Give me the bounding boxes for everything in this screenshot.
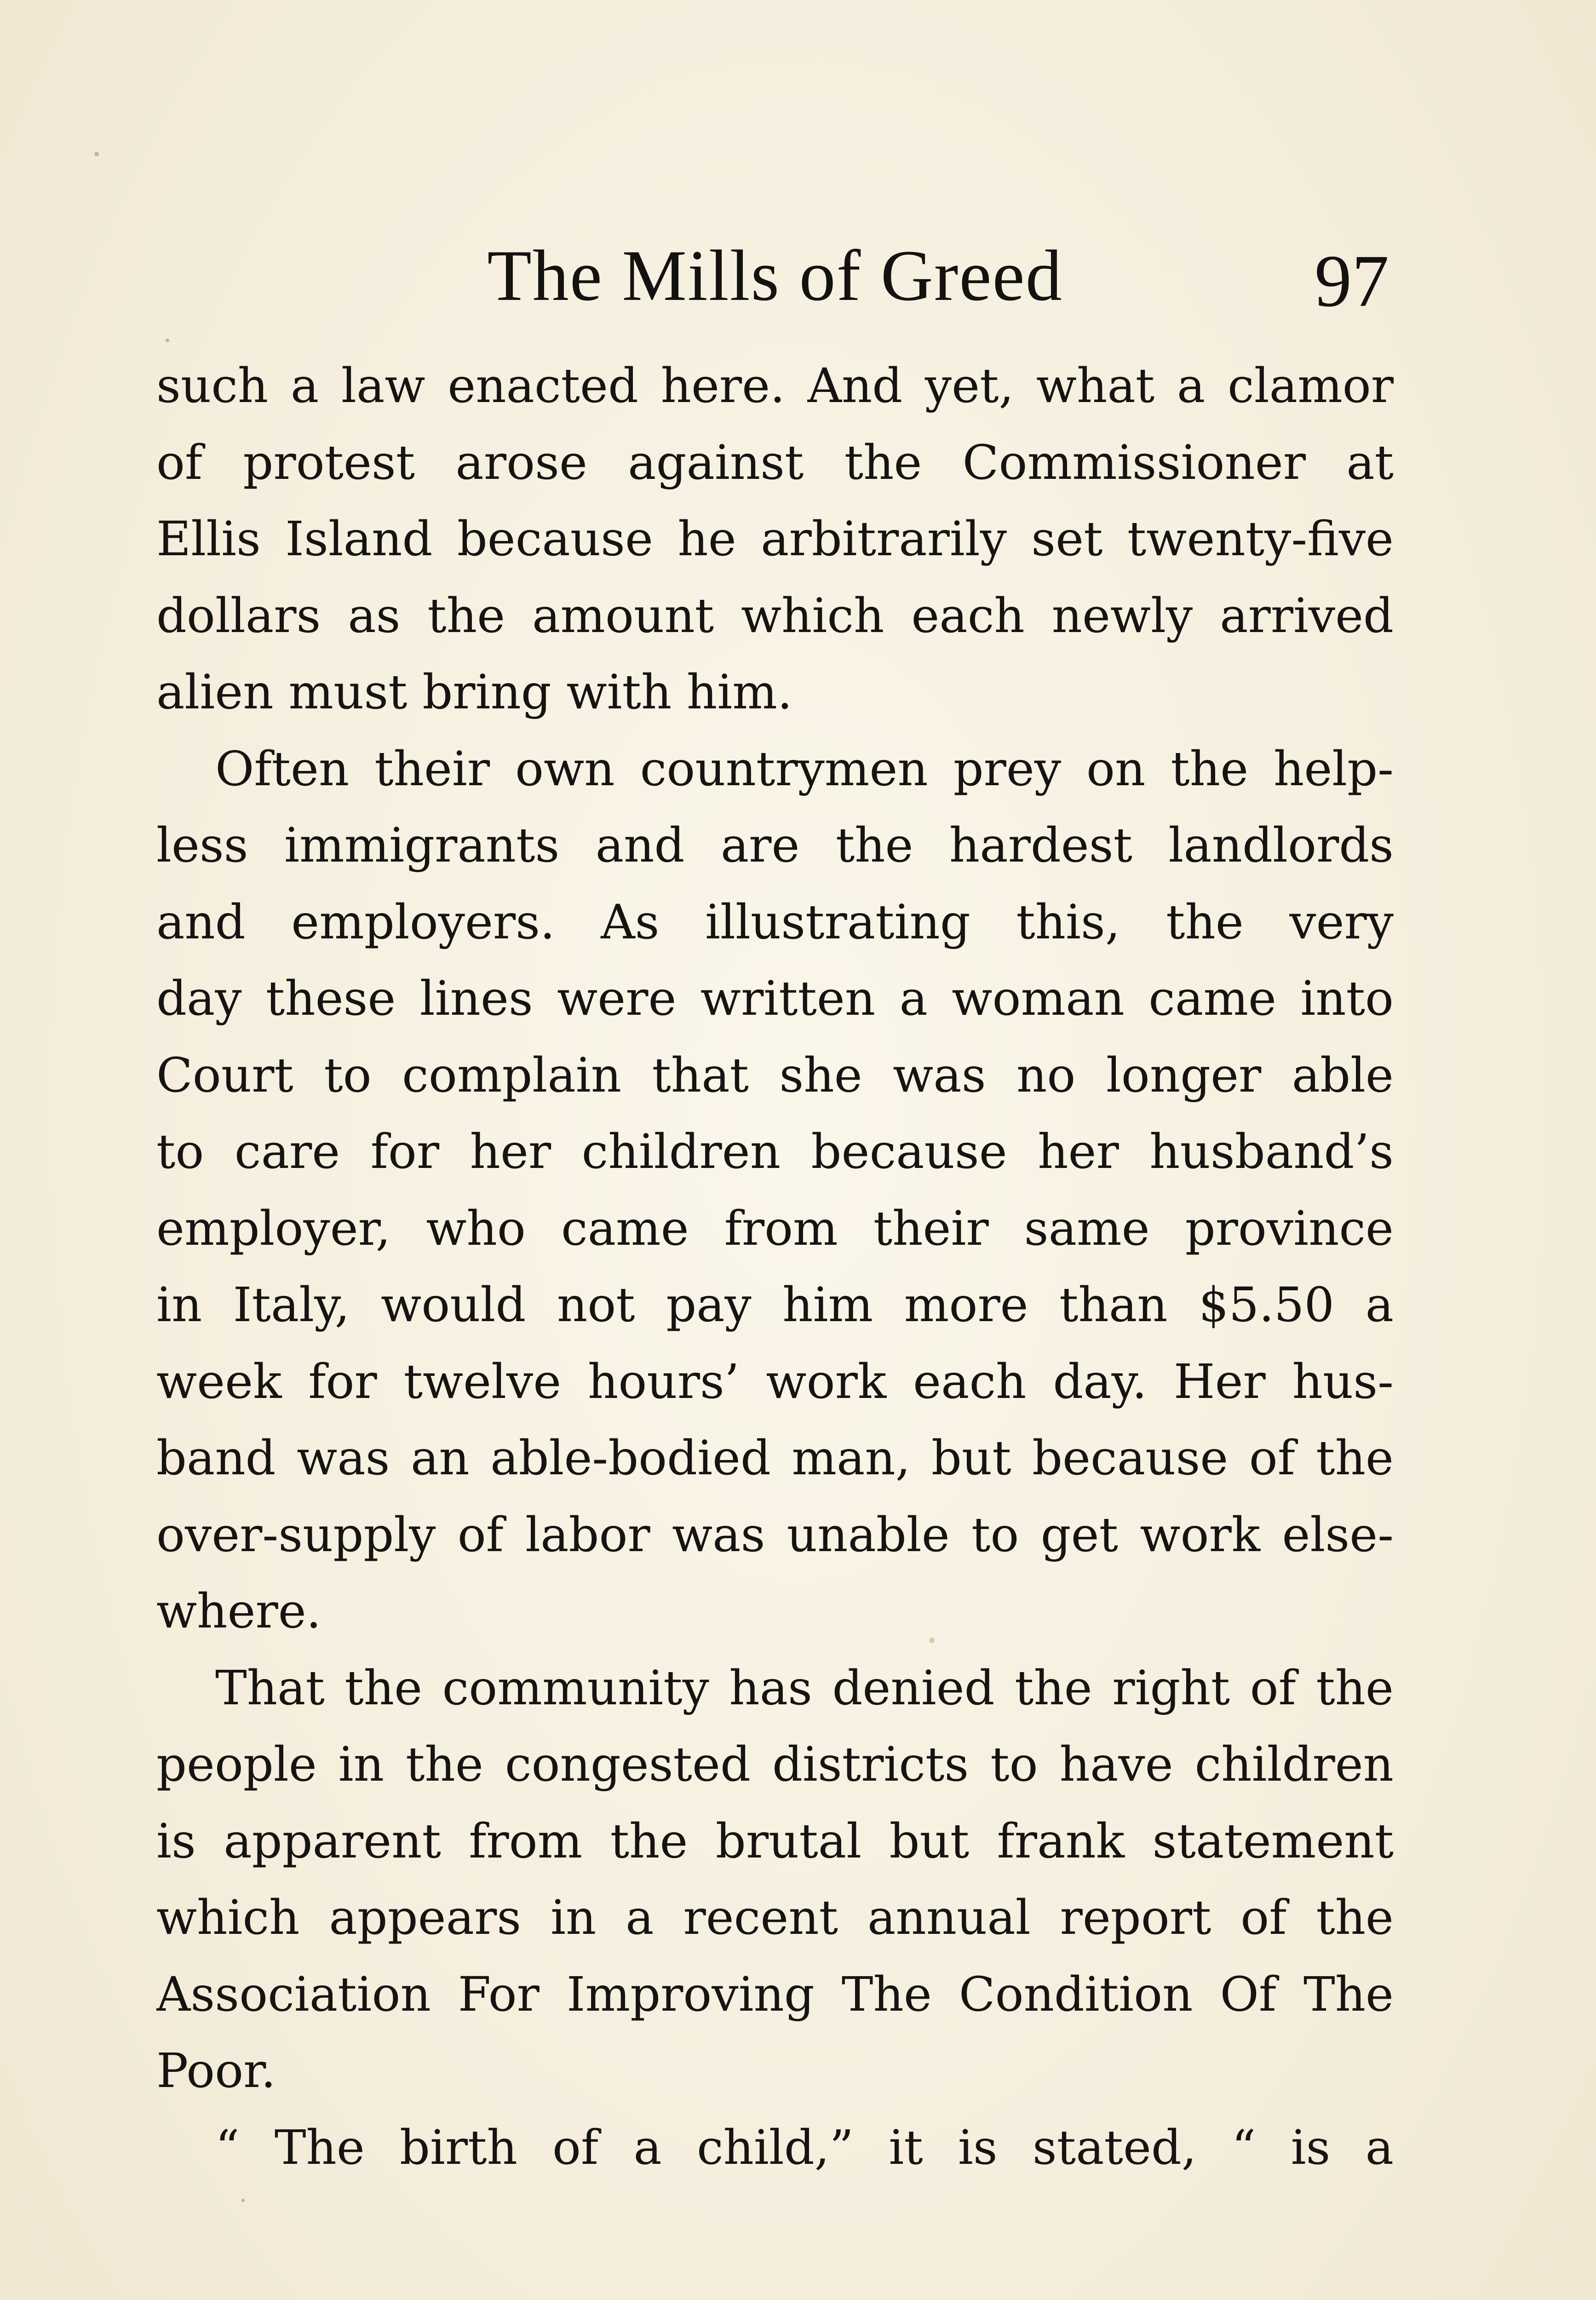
text-line: Often their own countrymen prey on the help-	[215, 741, 1394, 797]
paragraph-4	[156, 2110, 1394, 2186]
paper-speck	[94, 152, 99, 156]
text-line: “ The birth of a child,” it is stated, “ is a	[215, 2120, 1394, 2175]
text-line: and employers. As illustrating this, the very	[156, 894, 1394, 950]
text-line: That the community has denied the right of the	[215, 1660, 1394, 1716]
text-line: of protest arose against the Commissioner at	[156, 435, 1394, 490]
text-line: Poor.	[156, 2043, 276, 2099]
paragraph-2	[156, 731, 1394, 1650]
text-line: is apparent from the brutal but frank statement	[156, 1813, 1394, 1869]
text-line: day these lines were written a woman came into	[156, 971, 1394, 1026]
paper-speck	[241, 2199, 245, 2202]
text-line: alien must bring with him.	[156, 665, 792, 720]
text-line: employer, who came from their same province	[156, 1201, 1394, 1256]
text-line: where.	[156, 1584, 321, 1639]
paragraph-1	[156, 348, 1394, 731]
paper-speck	[166, 339, 169, 342]
running-title: The Mills of Greed	[487, 236, 1063, 316]
page-number: 97	[1315, 240, 1389, 322]
text-line: people in the congested districts to have children	[156, 1737, 1394, 1792]
body-text	[156, 348, 1394, 2186]
page-header	[156, 230, 1394, 322]
text-line: in Italy, would not pay him more than $5.50 a	[156, 1277, 1394, 1333]
text-line: band was an able-bodied man, but because of the	[156, 1431, 1394, 1486]
paragraph-3	[156, 1650, 1394, 2110]
text-line: over-supply of labor was unable to get work else-	[156, 1507, 1394, 1563]
text-line: Association For Improving The Condition Of The	[156, 1966, 1394, 2022]
paper-speck	[929, 1638, 935, 1643]
text-line: Ellis Island because he arbitrarily set twenty-five	[156, 512, 1394, 567]
text-line: which appears in a recent annual report of the	[156, 1890, 1394, 1945]
text-line: to care for her children because her husband’s	[156, 1124, 1394, 1179]
text-line: dollars as the amount which each newly arrived	[156, 588, 1394, 644]
text-line: such a law enacted here. And yet, what a clamor	[156, 358, 1394, 414]
text-line: less immigrants and are the hardest landlords	[156, 818, 1394, 873]
text-line: Court to complain that she was no longer able	[156, 1047, 1394, 1103]
text-line: week for twelve hours’ work each day. Her hus-	[156, 1354, 1394, 1409]
